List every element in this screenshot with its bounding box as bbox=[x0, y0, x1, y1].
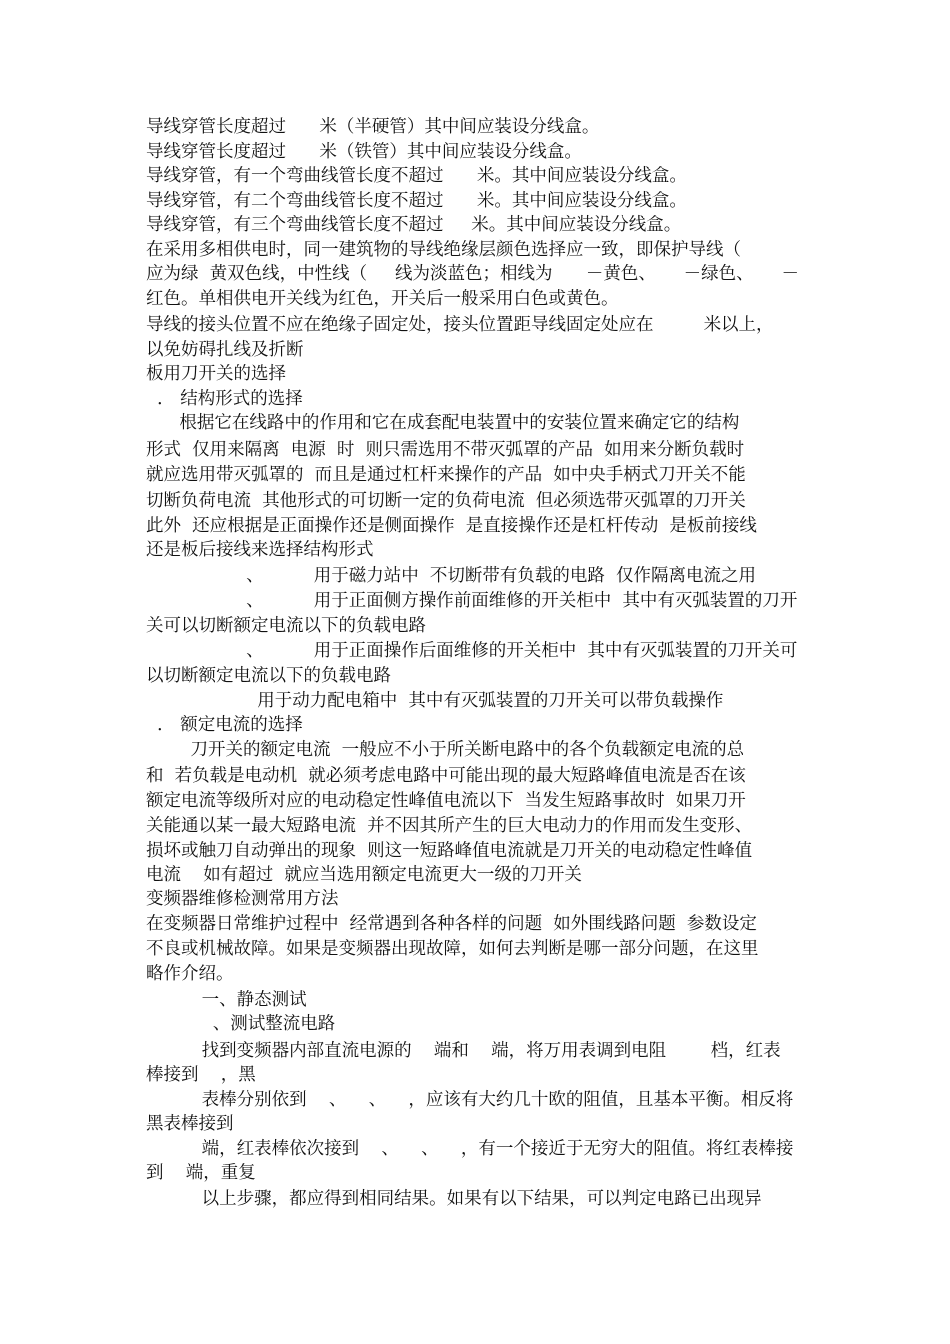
subsection-heading: ． 结构形式的选择 bbox=[146, 389, 303, 409]
text-line: 导线穿管长度超过 米（铁管）其中间应装设分线盒。 bbox=[146, 142, 582, 162]
text-line: 以免妨碍扎线及折断 bbox=[146, 340, 304, 360]
text-line: 刀开关的额定电流 一般应不小于所关断电路中的各个负载额定电流的总 bbox=[146, 740, 745, 760]
text-line: 红色。单相供电开关线为红色，开关后一般采用白色或黄色。 bbox=[146, 289, 619, 309]
text-line: 还是板后接线来选择结构形式 bbox=[146, 540, 374, 560]
text-line: 棒接到 ，黑 bbox=[146, 1065, 256, 1085]
text-line: 到 端，重复 bbox=[146, 1163, 256, 1183]
text-line: 损坏或触刀自动弹出的现象 则这一短路峰值电流就是刀开关的电动稳定性峰值 bbox=[146, 841, 753, 861]
text-line: 形式 仅用来隔离 电源 时 则只需选用不带灭弧罩的产品 如用来分断负载时 bbox=[146, 440, 745, 460]
text-line: 找到变频器内部直流电源的 端和 端，将万用表调到电阻 档，红表 bbox=[146, 1041, 781, 1061]
section-heading: 板用刀开关的选择 bbox=[146, 364, 286, 384]
text-line: 导线的接头位置不应在绝缘子固定处，接头位置距导线固定处应在 米以上， bbox=[146, 315, 774, 335]
text-line: 切断负荷电流 其他形式的可切断一定的负荷电流 但必须选带灭弧罩的刀开关 bbox=[146, 491, 746, 511]
text-line: 用于动力配电箱中 其中有灭弧装置的刀开关可以带负载操作 bbox=[146, 691, 724, 711]
text-line: 端，红表棒依次接到 、 、 ，有一个接近于无穷大的阻值。将红表棒接 bbox=[146, 1139, 794, 1159]
text-line: 、 用于正面操作后面维修的开关柜中 其中有灭弧装置的刀开关可 bbox=[146, 641, 798, 661]
text-line: 在变频器日常维护过程中 经常遇到各种各样的问题 如外围线路问题 参数设定 bbox=[146, 914, 757, 934]
text-line: 导线穿管长度超过 米（半硬管）其中间应装设分线盒。 bbox=[146, 117, 600, 137]
subsection-heading: 、测试整流电路 bbox=[146, 1014, 336, 1034]
text-line: 在采用多相供电时，同一建筑物的导线绝缘层颜色选择应一致，即保护导线（ bbox=[146, 240, 741, 260]
text-line: 关能通以某一最大短路电流 并不因其所产生的巨大电动力的作用而发生变形、 bbox=[146, 816, 753, 836]
text-line: 导线穿管，有三个弯曲线管长度不超过 米。其中间应装设分线盒。 bbox=[146, 215, 682, 235]
text-line: 应为绿 黄双色线，中性线（ 线为淡蓝色；相线为 －黄色、 －绿色、 － bbox=[146, 264, 799, 284]
text-line: 导线穿管，有一个弯曲线管长度不超过 米。其中间应装设分线盒。 bbox=[146, 166, 687, 186]
text-line: 就应选用带灭弧罩的 而且是通过杠杆来操作的产品 如中央手柄式刀开关不能 bbox=[146, 465, 746, 485]
text-line: 、 用于正面侧方操作前面维修的开关柜中 其中有灭弧装置的刀开 bbox=[146, 591, 798, 611]
text-line: 关可以切断额定电流以下的负载电路 bbox=[146, 616, 426, 636]
text-line: 电流 如有超过 就应当选用额定电流更大一级的刀开关 bbox=[146, 865, 582, 885]
subsection-heading: 一、静态测试 bbox=[146, 990, 307, 1010]
text-line: 、 用于磁力站中 不切断带有负载的电路 仅作隔离电流之用 bbox=[146, 566, 756, 586]
text-line: 和 若负载是电动机 就必须考虑电路中可能出现的最大短路峰值电流是否在该 bbox=[146, 766, 746, 786]
text-line: 此外 还应根据是正面操作还是侧面操作 是直接操作还是杠杆传动 是板前接线 bbox=[146, 516, 757, 536]
text-line: 表棒分别依到 、 、 ，应该有大约几十欧的阻值，且基本平衡。相反将 bbox=[146, 1090, 794, 1110]
text-line: 根据它在线路中的作用和它在成套配电装置中的安装位置来确定它的结构 bbox=[146, 413, 740, 433]
text-line: 以上步骤，都应得到相同结果。如果有以下结果，可以判定电路已出现异 bbox=[146, 1189, 762, 1209]
text-line: 导线穿管，有二个弯曲线管长度不超过 米。其中间应装设分线盒。 bbox=[146, 191, 687, 211]
subsection-heading: ． 额定电流的选择 bbox=[146, 715, 303, 735]
text-line: 以切断额定电流以下的负载电路 bbox=[146, 666, 391, 686]
text-line: 不良或机械故障。如果是变频器出现故障，如何去判断是哪一部分问题，在这里 bbox=[146, 939, 759, 959]
text-line: 额定电流等级所对应的电动稳定性峰值电流以下 当发生短路事故时 如果刀开 bbox=[146, 791, 746, 811]
section-heading: 变频器维修检测常用方法 bbox=[146, 889, 339, 909]
text-line: 黑表棒接到 bbox=[146, 1114, 234, 1134]
text-line: 略作介绍。 bbox=[146, 964, 234, 984]
